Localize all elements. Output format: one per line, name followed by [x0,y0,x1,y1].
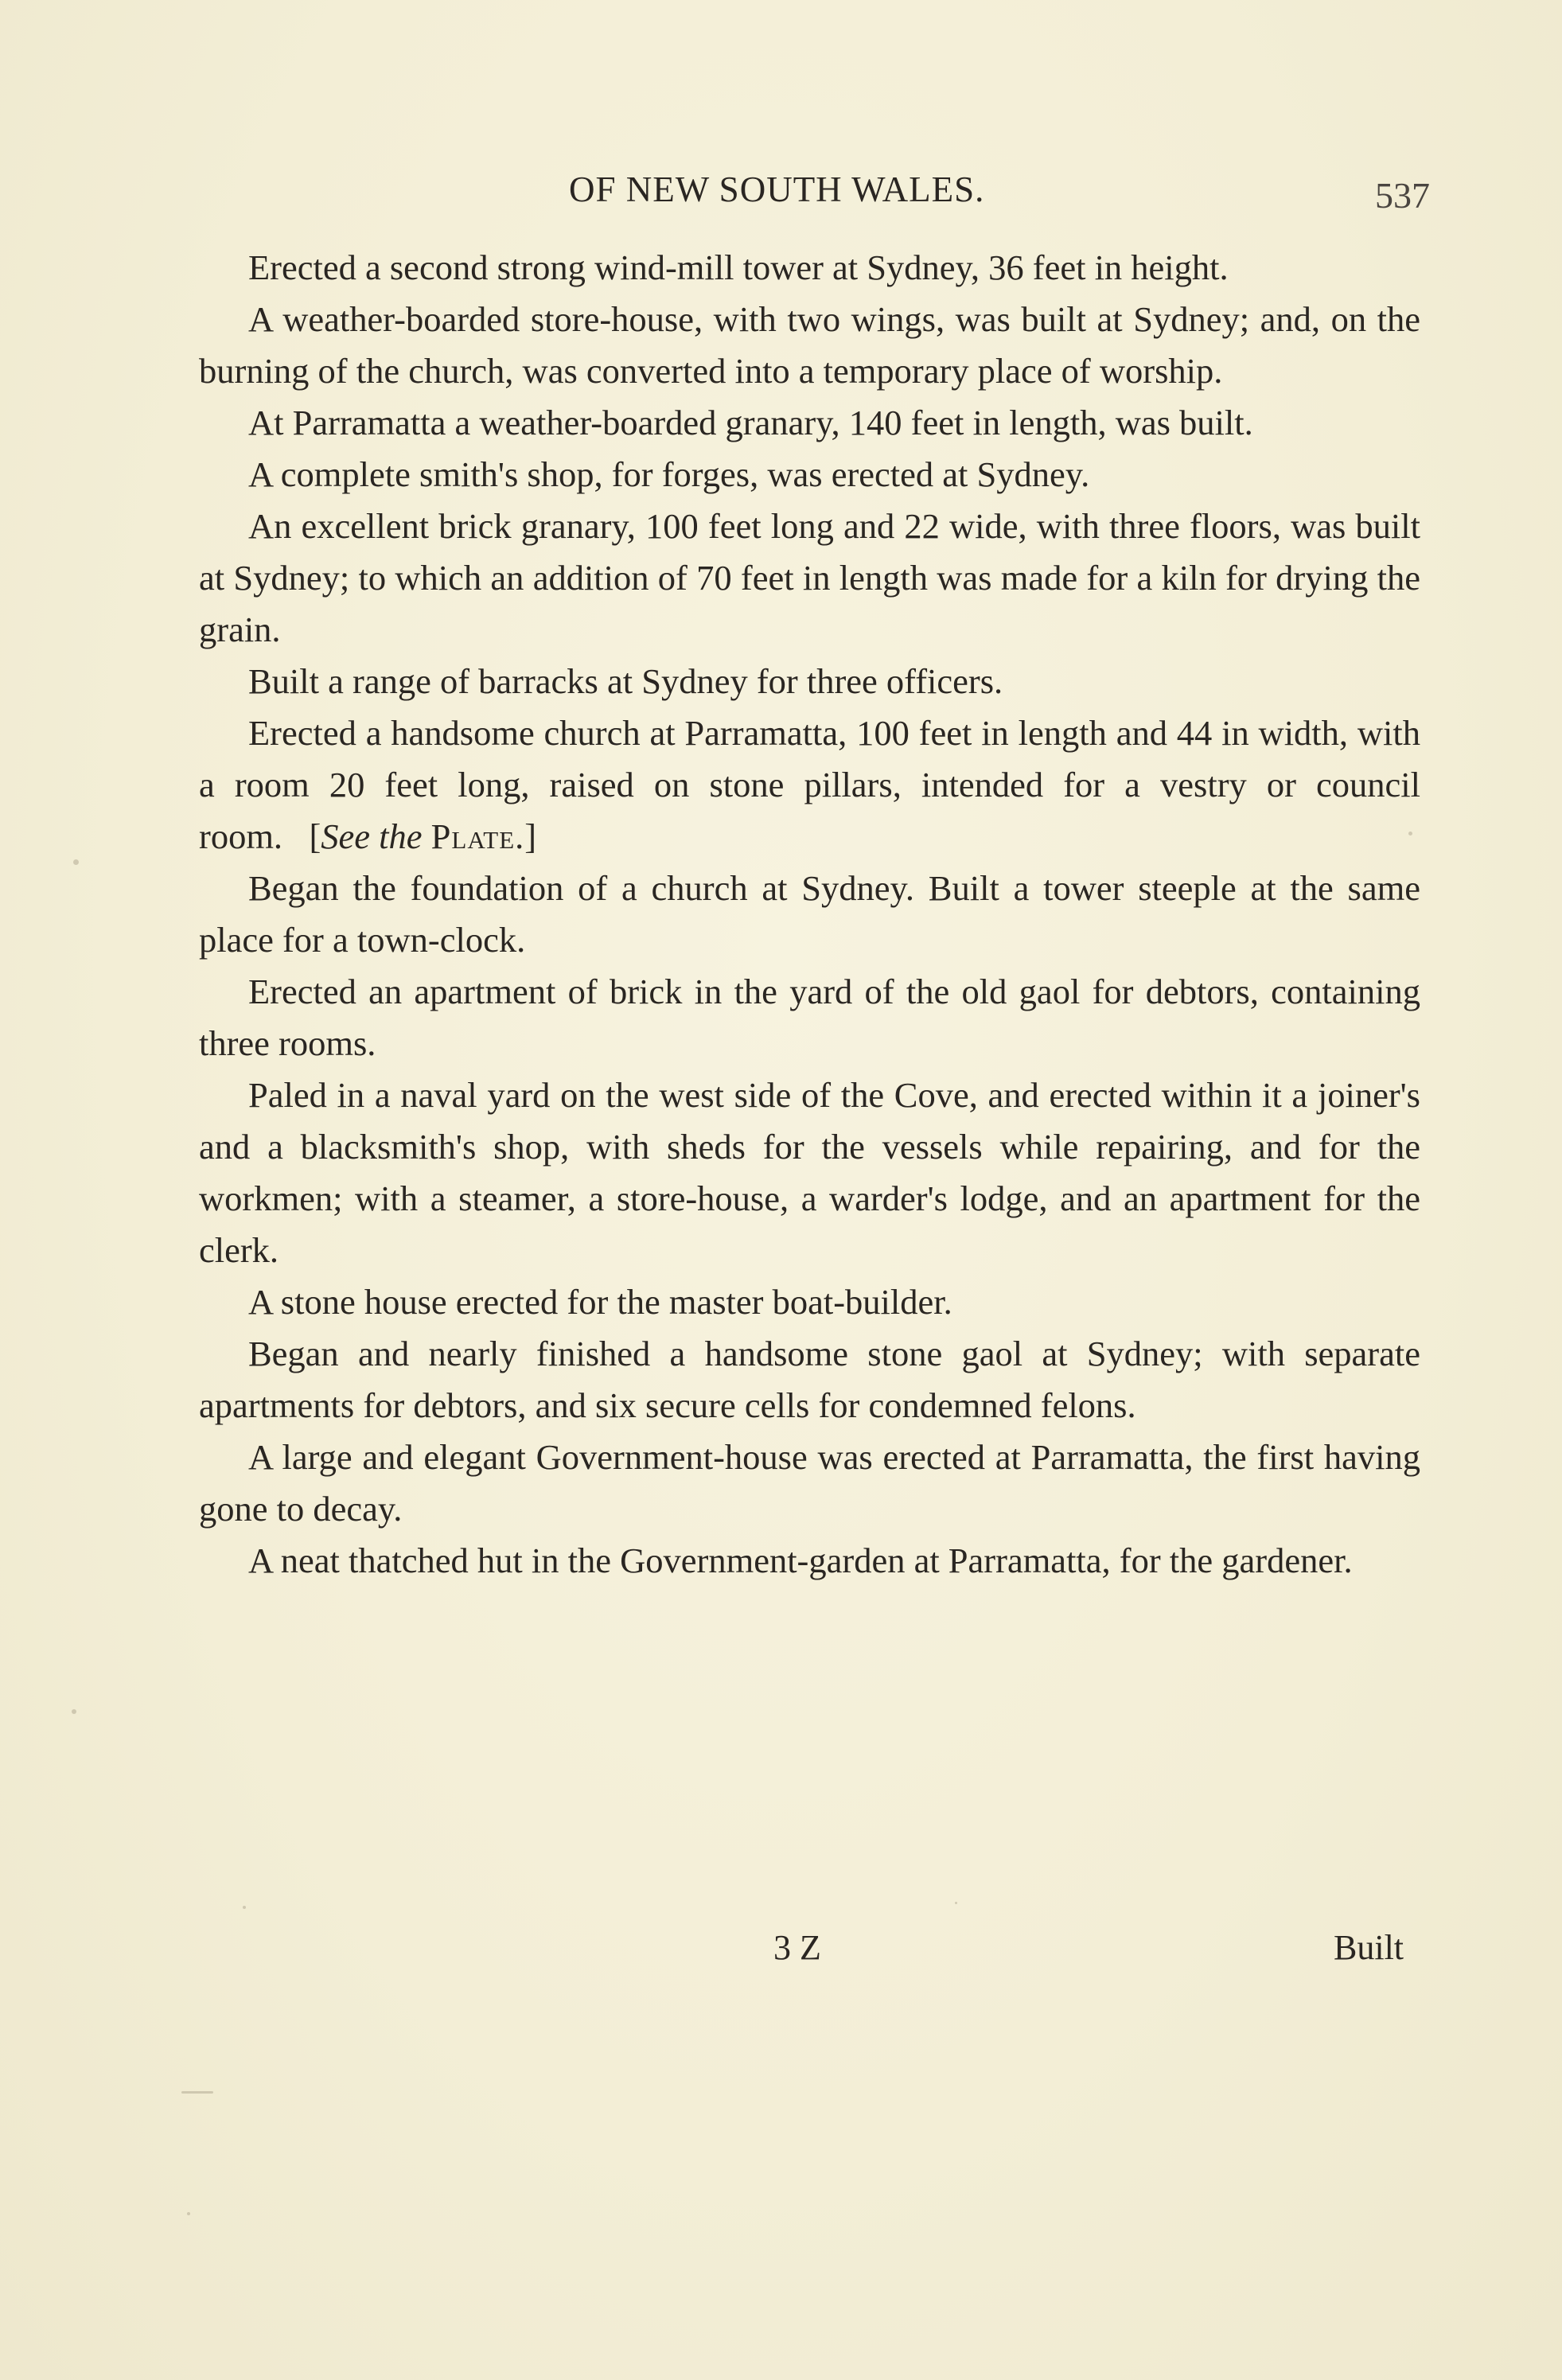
paragraph-stone-house: A stone house erected for the master boat-builder. [248,1282,952,1322]
paragraph-brick-granary: An excellent brick granary, 100 feet long and 22 wide, with three floors, was built at Sydney; to which an addition of 70 feet in length was made for a kiln for drying the grain. [199,506,1420,649]
paragraph-church-sydney: Began the foundation of a church at Sydney. Built a tower steeple at the same place for a town-clock. [199,868,1420,960]
paragraph-government-house: A large and elegant Government-house was erected at Parramatta, the first having gone to decay. [199,1437,1420,1529]
paragraph-windmill: Erected a second strong wind-mill tower at Sydney, 36 feet in height. [248,247,1229,287]
plate-ref-plate: Plate. [430,816,525,856]
paragraph-barracks: Built a range of barracks at Sydney for three officers. [248,661,1003,701]
signature-mark: 3 Z [773,1928,821,1967]
running-head [0,166,1562,216]
paragraph-debtors-apartment: Erected an apartment of brick in the yard of the old gaol for debtors, containing three rooms. [199,972,1420,1063]
paragraph-store-house: A weather-boarded store-house, with two wings, was built at Sydney; and, on the burning of the church, was converted into a temporary place of worship. [199,299,1420,391]
catchword: Built [1334,1928,1404,1967]
paragraph-stone-gaol: Began and nearly finished a handsome stone gaol at Sydney; with separate apartments for debtors, and six secure cells for condemned felons. [199,1334,1420,1425]
page-number: 537 [1375,175,1430,216]
page-footer [0,1924,1562,1972]
paragraph-smiths-shop: A complete smith's shop, for forges, was erected at Sydney. [248,454,1090,494]
body-text [199,242,1420,1587]
paragraph-naval-yard: Paled in a naval yard on the west side of the Cove, and erected within it a joiner's and a blacksmith's shop, with sheds for the vessels while repairing, and for the workmen; with a steamer, a store-house, a warder's lodge, and an apartment for the clerk. [199,1075,1420,1270]
plate-ref-close: ] [524,816,537,856]
paragraph-thatched-hut: A neat thatched hut in the Government-garden at Parramatta, for the gardener. [248,1541,1353,1580]
paragraph-parramatta-granary: At Parramatta a weather-boarded granary, 140 feet in length, was built. [248,403,1253,442]
church-parramatta-text: Erected a handsome church at Parramatta, 100 feet in length and 44 in width, with a room 20 feet long, raised on stone pillars, intended for a vestry or council room. [199,713,1420,856]
running-title: OF NEW SOUTH WALES. [569,169,985,209]
paragraph-church-parramatta [199,707,1420,863]
plate-ref-open: [ [309,816,321,856]
plate-ref-see: See the [321,816,423,856]
